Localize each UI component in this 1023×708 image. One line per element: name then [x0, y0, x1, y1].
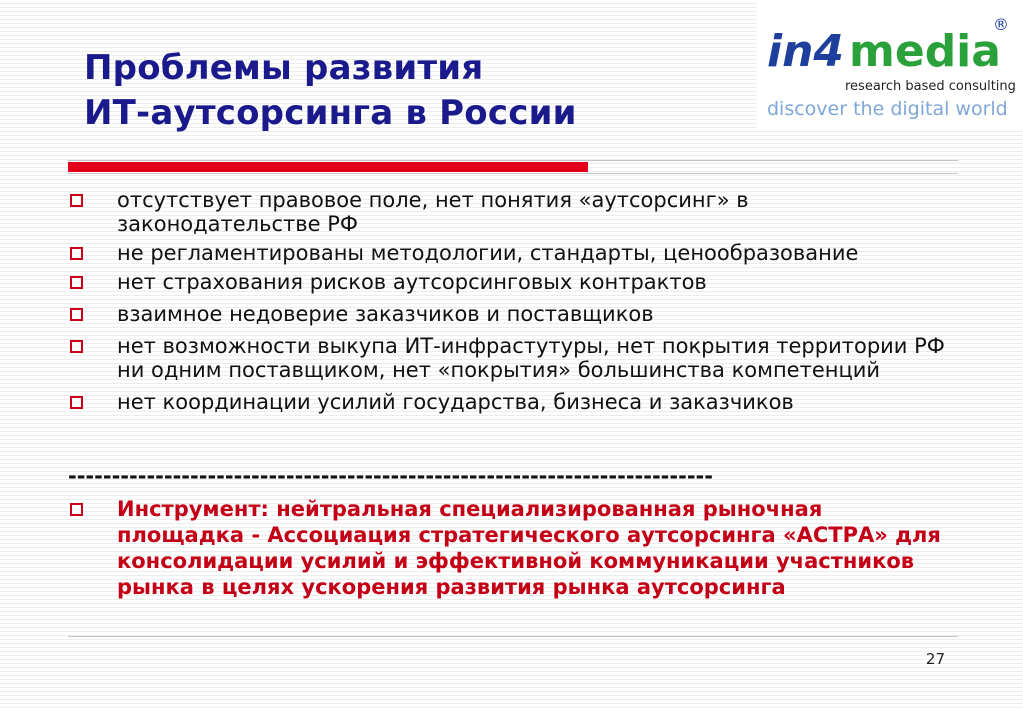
list-item-text: нет страхования рисков аутсорсинговых контрактов [117, 270, 707, 294]
title-line-1: Проблемы развития [84, 48, 484, 88]
logo-brand-right: media [849, 26, 1001, 77]
logo-graphic [757, 0, 1023, 128]
in4media-logo [757, 0, 1023, 128]
instrument-text: Инструмент: нейтральная специализированная рыночная площадка - Ассоциация стратегического аутсорсинга «АСТРА» для консолидации усилий и эффективной коммуникации участников рынка в целях ускорения развития рынка аутсорсинга [117, 497, 941, 599]
page-number: 27 [925, 650, 945, 668]
list-item-text: взаимное недоверие заказчиков и поставщиков [117, 302, 654, 326]
square-bullet-icon [70, 194, 83, 207]
list-item-text: нет возможности выкупа ИТ-инфрастутуры, нет покрытия территории РФ ни одним поставщиком, нет «покрытия» большинства компетенций [117, 334, 945, 382]
instrument-item [68, 496, 948, 600]
logo-brand-left: in4 [767, 26, 845, 77]
bottom-divider-line [68, 636, 958, 637]
list-item [68, 241, 948, 265]
dashed-separator: -------------------------------------------------------------------------- [68, 464, 713, 488]
square-bullet-icon [70, 308, 83, 321]
square-bullet-icon [70, 247, 83, 260]
list-item [68, 334, 948, 382]
list-item-text: отсутствует правовое поле, нет понятия «аутсорсинг» в законодательстве РФ [117, 188, 749, 236]
square-bullet-icon [70, 503, 83, 516]
square-bullet-icon [70, 396, 83, 409]
logo-registered-mark: ® [993, 15, 1009, 34]
list-item [68, 188, 948, 236]
logo-slogan: discover the digital world [767, 98, 1008, 120]
list-item-text: нет координации усилий государства, бизнеса и заказчиков [117, 390, 794, 414]
top-divider-line-lower [68, 173, 958, 174]
logo-tagline: research based consulting [845, 79, 1016, 94]
list-item [68, 270, 948, 294]
slide-title [84, 46, 577, 136]
list-item [68, 390, 948, 414]
problems-list [68, 188, 948, 414]
list-item [68, 302, 948, 326]
square-bullet-icon [70, 340, 83, 353]
top-divider-line [68, 160, 958, 161]
list-item-text: не регламентированы методологии, стандарты, ценообразование [117, 241, 859, 265]
red-accent-bar [68, 162, 588, 172]
title-line-2: ИТ-аутсорсинга в России [84, 93, 577, 133]
square-bullet-icon [70, 276, 83, 289]
